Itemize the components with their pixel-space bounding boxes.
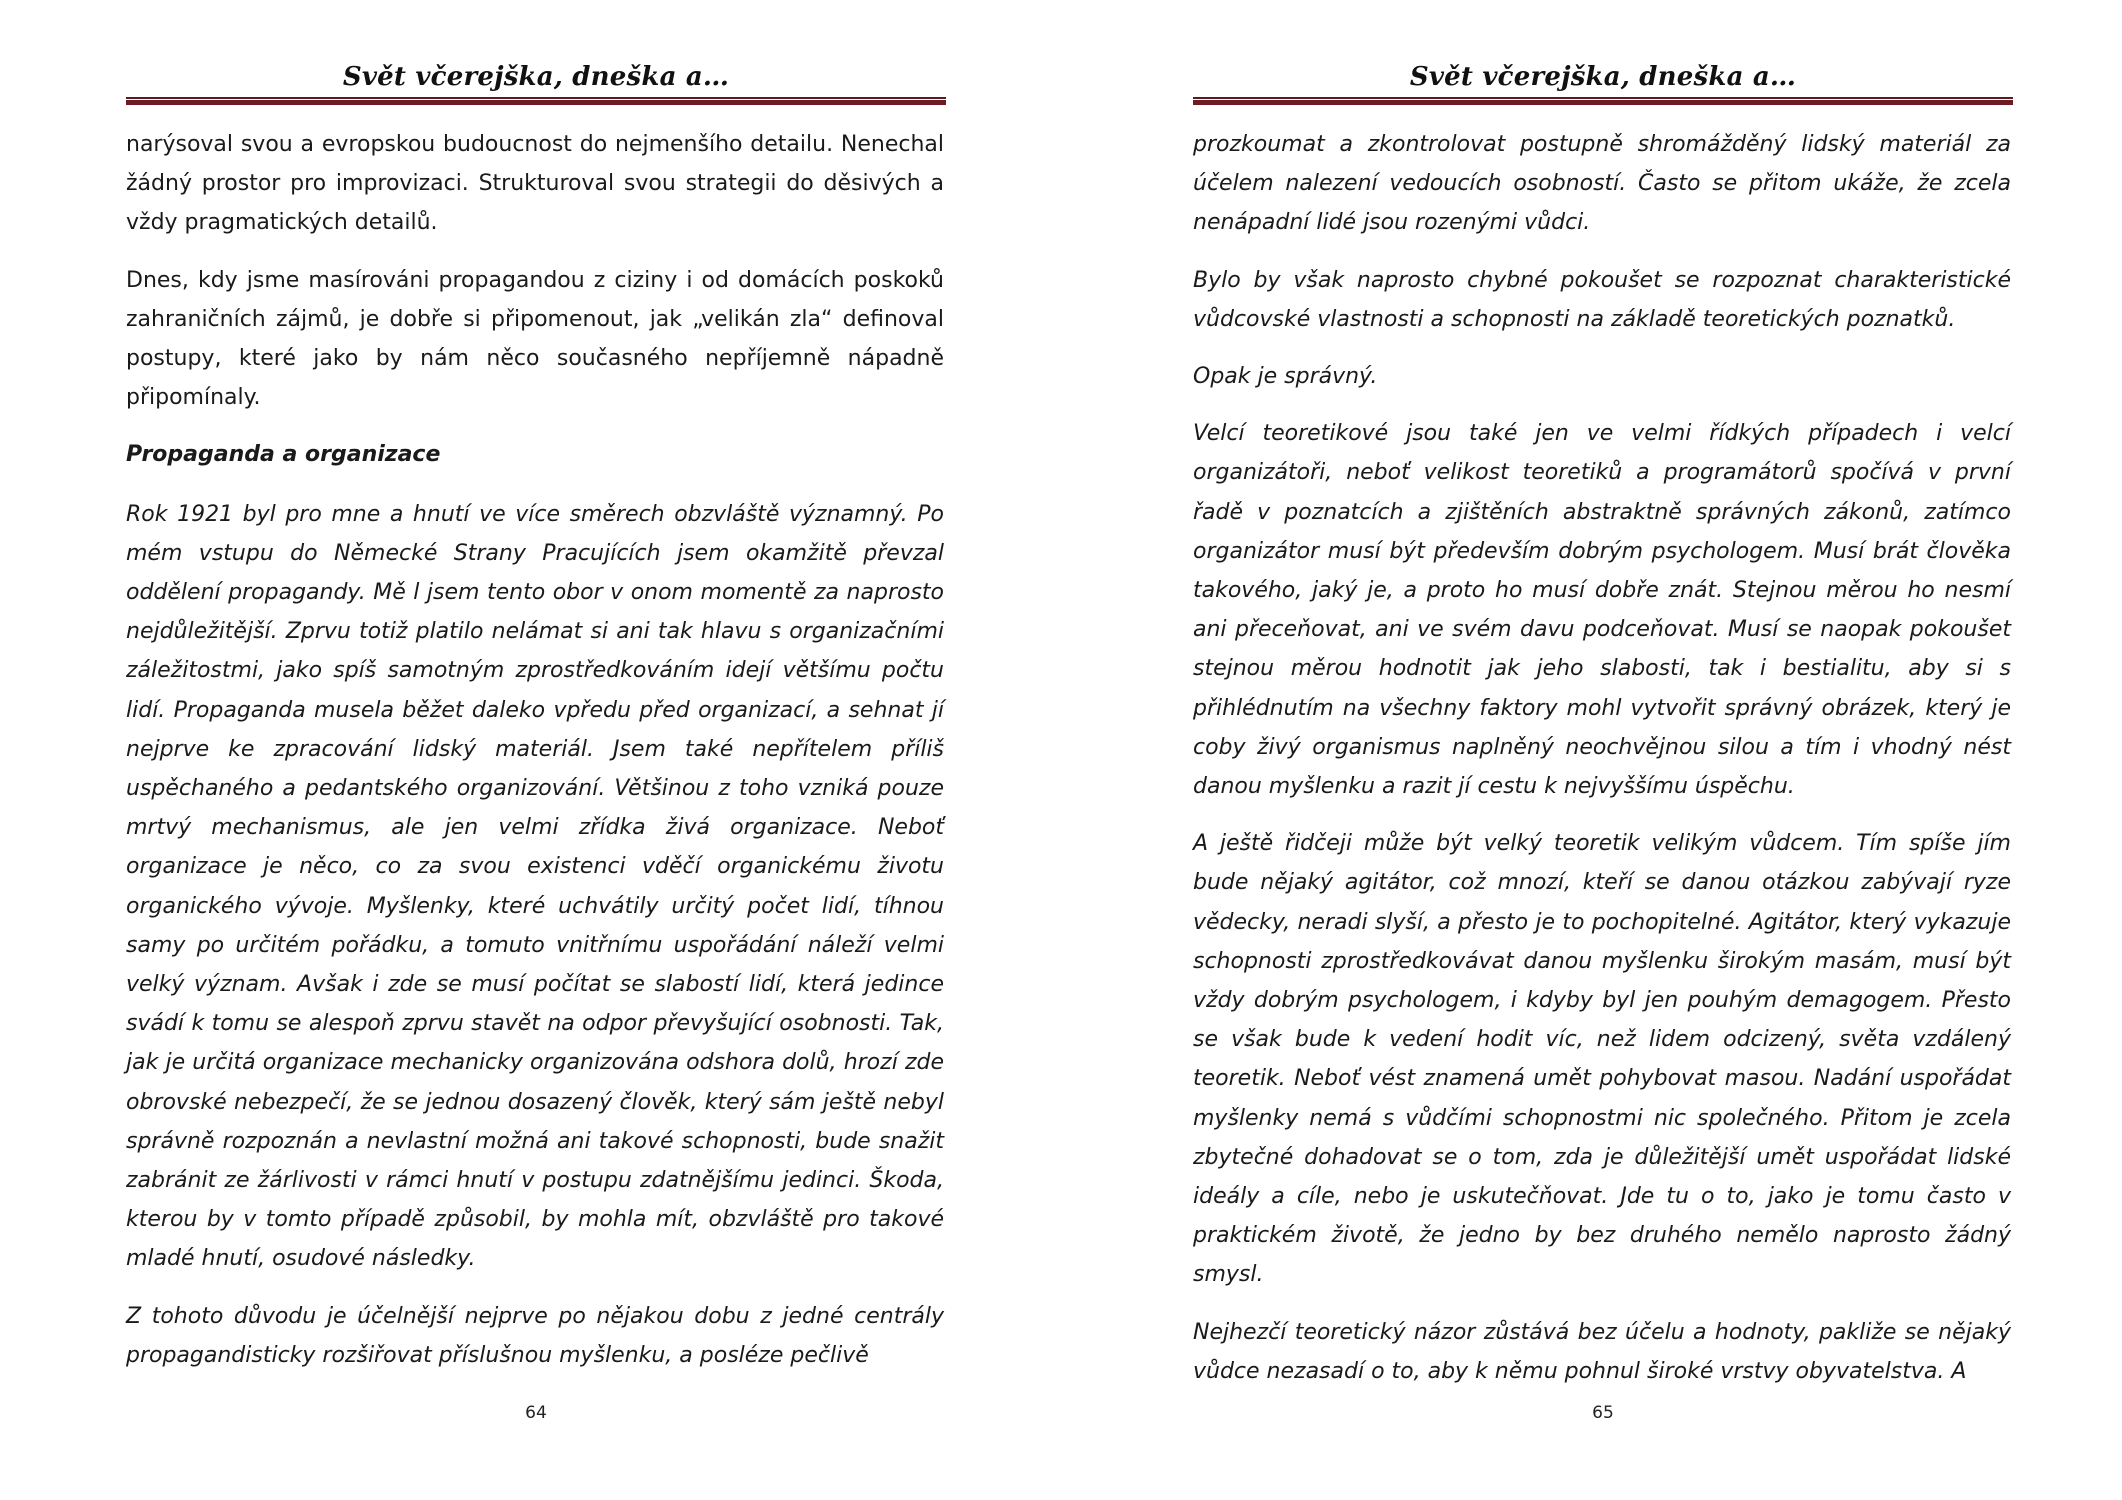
left-page [126,0,946,1500]
paragraph: Dnes, kdy jsme masírováni propagandou z ciziny i od domácích poskoků zahraničních zájmů, je dobře si připomenout, jak „velikán zla“ definoval postupy, které jako by nám něco současného nepříjemně nápadně připomínaly. [126,267,944,411]
header-rule-thin-line [126,97,946,99]
header-rule-left [126,97,946,105]
paragraph: Z tohoto důvodu je účelnější nejprve po nějakou dobu z jedné centrály propagandisticky rozšiřovat příslušnou myšlenku, a posléze pečlivě [126,1303,944,1368]
paragraph: Rok 1921 byl pro mne a hnutí ve více směrech obzvláště významný. Po mém vstupu do Německé Strany Pracujících jsem okamžitě převzal oddělení propagandy. Mě l jsem tento obor v onom momentě za naprosto nejdůležitější. Zprvu totiž platilo nelámat si ani tak hlavu s organizačními záležitostmi, jako spíš samotným zprostředkováním idejí většímu počtu lidí. Propaganda musela běžet daleko vpředu před organizací, a sehnat jí nejprve ke zpracování lidský materiál. Jsem také nepřítelem příliš uspěchaného a pedantského organizování. Většinou z toho vzniká pouze mrtvý mechanismus, ale jen velmi zřídka živá organizace. Neboť organizace je něco, co za svou existenci vděčí organickému životu organického vývoje. Myšlenky, které uchvátily určitý počet lidí, tíhnou samy po určitém pořádku, a tomuto vnitřnímu uspořádání náleží velmi velký význam. Avšak i zde se musí počítat se slabostí lidí, která jedince svádí k tomu se alespoň zprvu stavět na odpor převyšující osobnosti. Tak, jak je určitá organizace mechanicky organizována odshora dolů, hrozí zde obrovské nebezpečí, že se jednou dosazený člověk, který sám ještě nebyl správně rozpoznán a nevlastní možná ani takové schopnosti, bude snažit zabránit ze žárlivosti v rámci hnutí v postupu zdatnějšímu jedinci. Škoda, kterou by v tomto případě způsobil, by mohla mít, obzvláště pro takové mladé hnutí, osudové následky. [126,501,944,1272]
header-rule-thick-line [126,100,946,105]
running-header-right: Svět včerejška, dneška a… [1409,62,1797,92]
running-header-left: Svět včerejška, dneška a… [342,62,730,92]
page-number-right: 65 [1592,1403,1614,1423]
section-heading: Propaganda a organizace [126,442,441,468]
header-rule-right [1193,97,2013,105]
paragraph: narýsoval svou a evropskou budoucnost do nejmenšího detailu. Nenechal žádný prostor pro improvizaci. Strukturoval svou strategii do děsivých a vždy pragmatických detailů. [126,132,944,236]
paragraph: Velcí teoretikové jsou také jen ve velmi řídkých případech i velcí organizátoři, neboť velikost teoretiků a programátorů spočívá v první řadě v poznatcích a zjištěních abstraktně správných zákonů, zatímco organizátor musí být především dobrým psychologem. Musí brát člověka takového, jaký je, a proto ho musí dobře znát. Stejnou měrou ho nesmí ani přeceňovat, ani ve svém davu podceňovat. Musí se naopak pokoušet stejnou měrou hodnotit jak jeho slabosti, tak i bestialitu, aby si s přihlédnutím na všechny faktory mohl vytvořit správný obrázek, který je coby živý organismus naplněný neochvějnou silou a tím i vhodný nést danou myšlenku a razit jí cestu k nejvyššímu úspěchu. [1193,421,2011,800]
paragraph: Bylo by však naprosto chybné pokoušet se rozpoznat charakteristické vůdcovské vlastnosti a schopnosti na základě teoretických poznatků. [1193,267,2011,332]
body-text-right [1193,125,2011,1409]
paragraph: Opak je správný. [1193,364,1378,390]
paragraph: prozkoumat a zkontrolovat postupně shromážděný lidský materiál za účelem nalezení vedoucích osobností. Často se přitom ukáže, že zcela nenápadní lidé jsou rozenými vůdci. [1193,132,2011,236]
header-rule-thick-line [1193,100,2013,105]
paragraph: Nejhezčí teoretický názor zůstává bez účelu a hodnoty, pakliže se nějaký vůdce nezasadí o to, aby k němu pohnul široké vrstvy obyvatelstva. A [1193,1319,2011,1384]
right-page [1193,0,2013,1500]
page-number-left: 64 [525,1403,547,1423]
paragraph: A ještě řidčeji může být velký teoretik velikým vůdcem. Tím spíše jím bude nějaký agitátor, což mnozí, kteří se danou otázkou zabývají ryze vědecky, neradi slyší, a přesto je to pochopitelné. Agitátor, který vykazuje schopnosti zprostředkovávat danou myšlenku širokým masám, musí být vždy dobrým psychologem, i kdyby byl jen pouhým demagogem. Přesto se však bude k vedení hodit víc, než lidem odcizený, světa vzdálený teoretik. Neboť vést znamená umět pohybovat masou. Nadání uspořádat myšlenky nemá s vůdčími schopnostmi nic společného. Přitom je zcela zbytečné dohadovat se o tom, zda je důležitější umět uspořádat lidské ideály a cíle, nebo je uskutečňovat. Jde tu o to, jako je tomu často v praktickém životě, že jedno by bez druhého nemělo naprosto žádný smysl. [1193,831,2011,1288]
body-text-left [126,125,944,1393]
header-rule-thin-line [1193,97,2013,99]
